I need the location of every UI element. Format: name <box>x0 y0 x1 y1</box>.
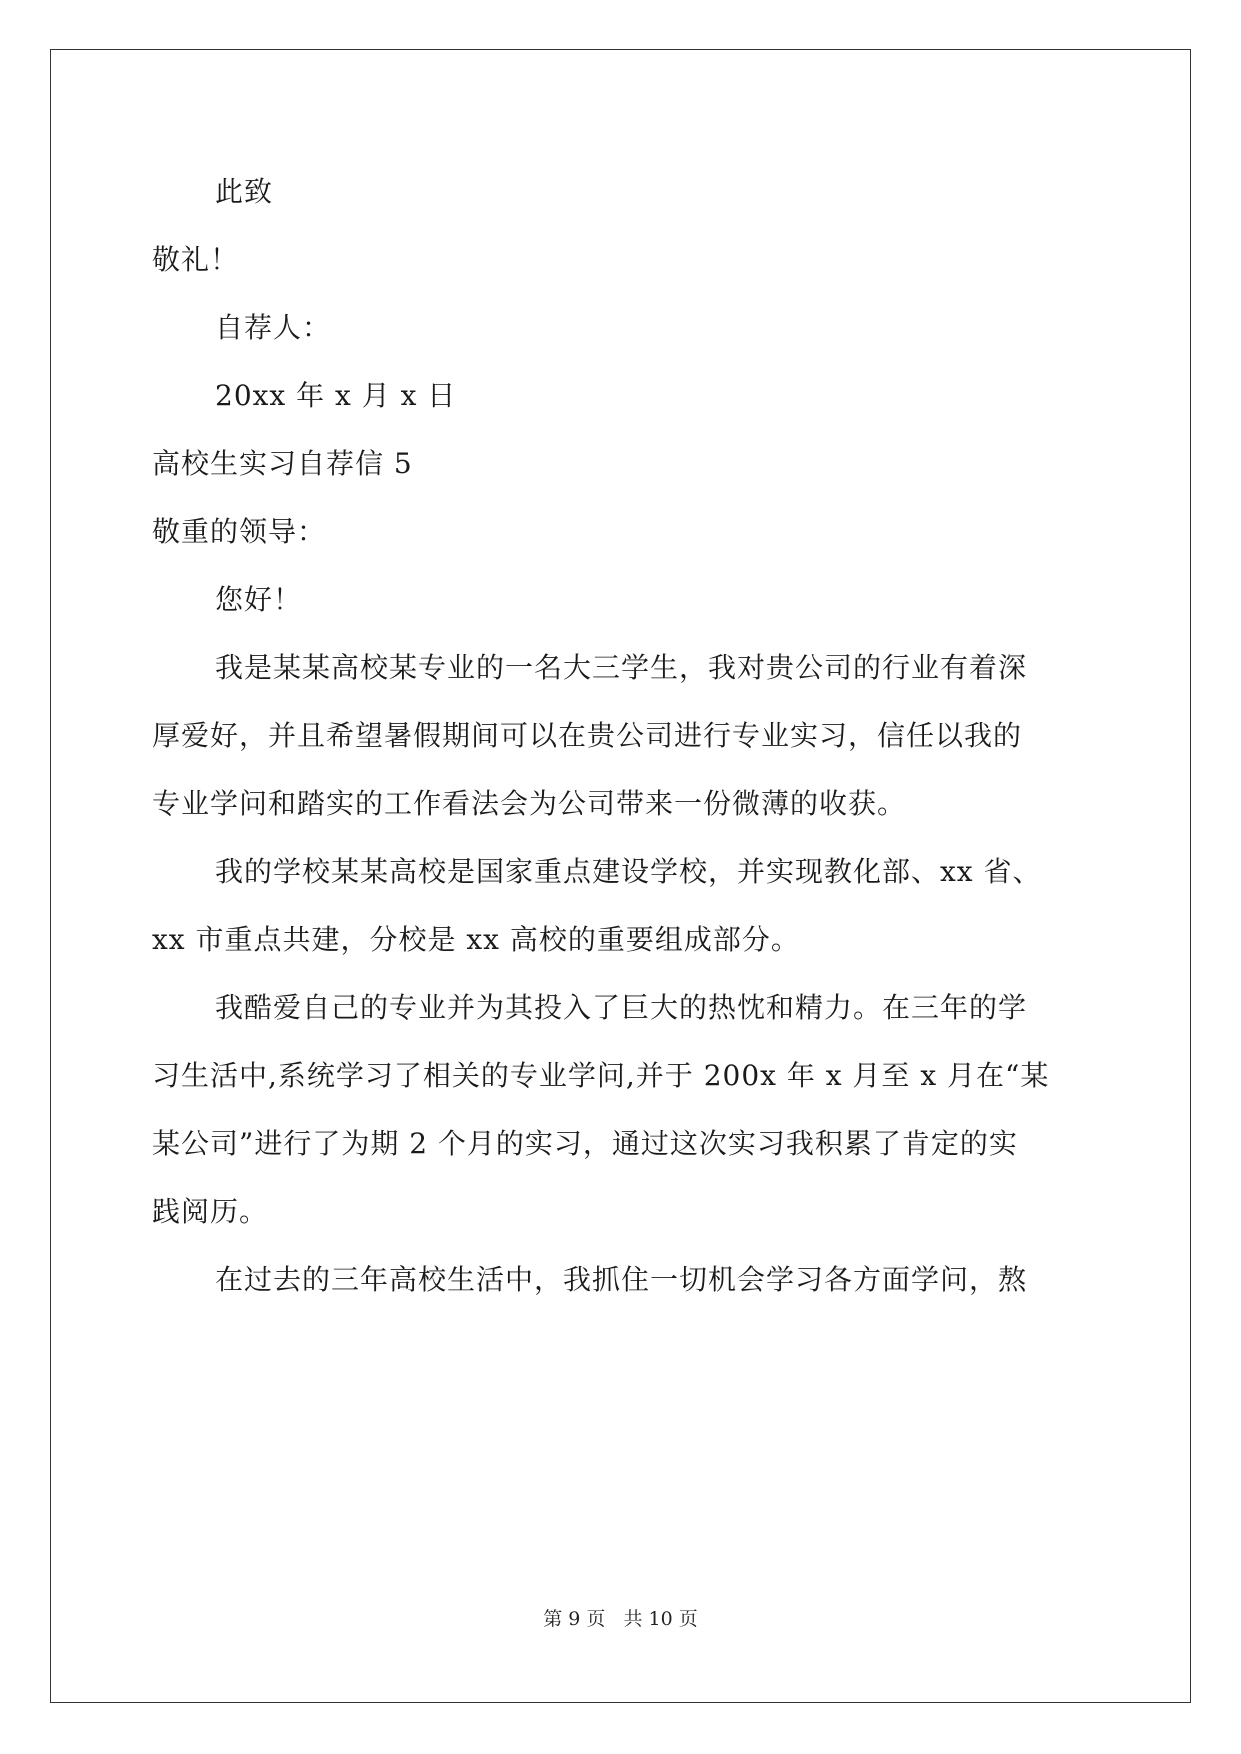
page-total: 共 10 页 <box>623 1608 698 1630</box>
salute-line: 敬礼！ <box>152 243 240 276</box>
page-footer <box>0 1607 1241 1631</box>
paragraph-2-line-2: xx 市重点共建，分校是 xx 高校的重要组成部分。 <box>152 923 800 956</box>
greeting: 敬重的领导： <box>152 515 327 548</box>
letter-date: 20xx 年 x 月 x 日 <box>215 379 457 412</box>
signer-label: 自荐人： <box>215 311 332 344</box>
hello-line: 您好！ <box>215 583 303 616</box>
paragraph-3-line-4: 践阅历。 <box>152 1195 269 1228</box>
paragraph-4-line-1: 在过去的三年高校生活中，我抓住一切机会学习各方面学问，熬 <box>215 1263 1028 1296</box>
paragraph-1-line-1: 我是某某高校某专业的一名大三学生，我对贵公司的行业有着深 <box>215 651 1028 684</box>
paragraph-2-line-1: 我的学校某某高校是国家重点建设学校，并实现教化部、xx 省、 <box>215 855 1042 888</box>
page-number: 第 9 页 <box>543 1608 606 1630</box>
paragraph-3-line-2: 习生活中,系统学习了相关的专业学问,并于 200x 年 x 月至 x 月在“某 <box>152 1059 1050 1092</box>
paragraph-1-line-3: 专业学问和踏实的工作看法会为公司带来一份微薄的收获。 <box>152 787 907 820</box>
section-title: 高校生实习自荐信 5 <box>152 447 413 480</box>
paragraph-3-line-3: 某公司”进行了为期 2 个月的实习，通过这次实习我积累了肯定的实 <box>152 1127 1018 1160</box>
paragraph-3-line-1: 我酷爱自己的专业并为其投入了巨大的热忱和精力。在三年的学 <box>215 991 1028 1024</box>
closing-line: 此致 <box>215 175 274 208</box>
paragraph-1-line-2: 厚爱好，并且希望暑假期间可以在贵公司进行专业实习，信任以我的 <box>152 719 1023 752</box>
